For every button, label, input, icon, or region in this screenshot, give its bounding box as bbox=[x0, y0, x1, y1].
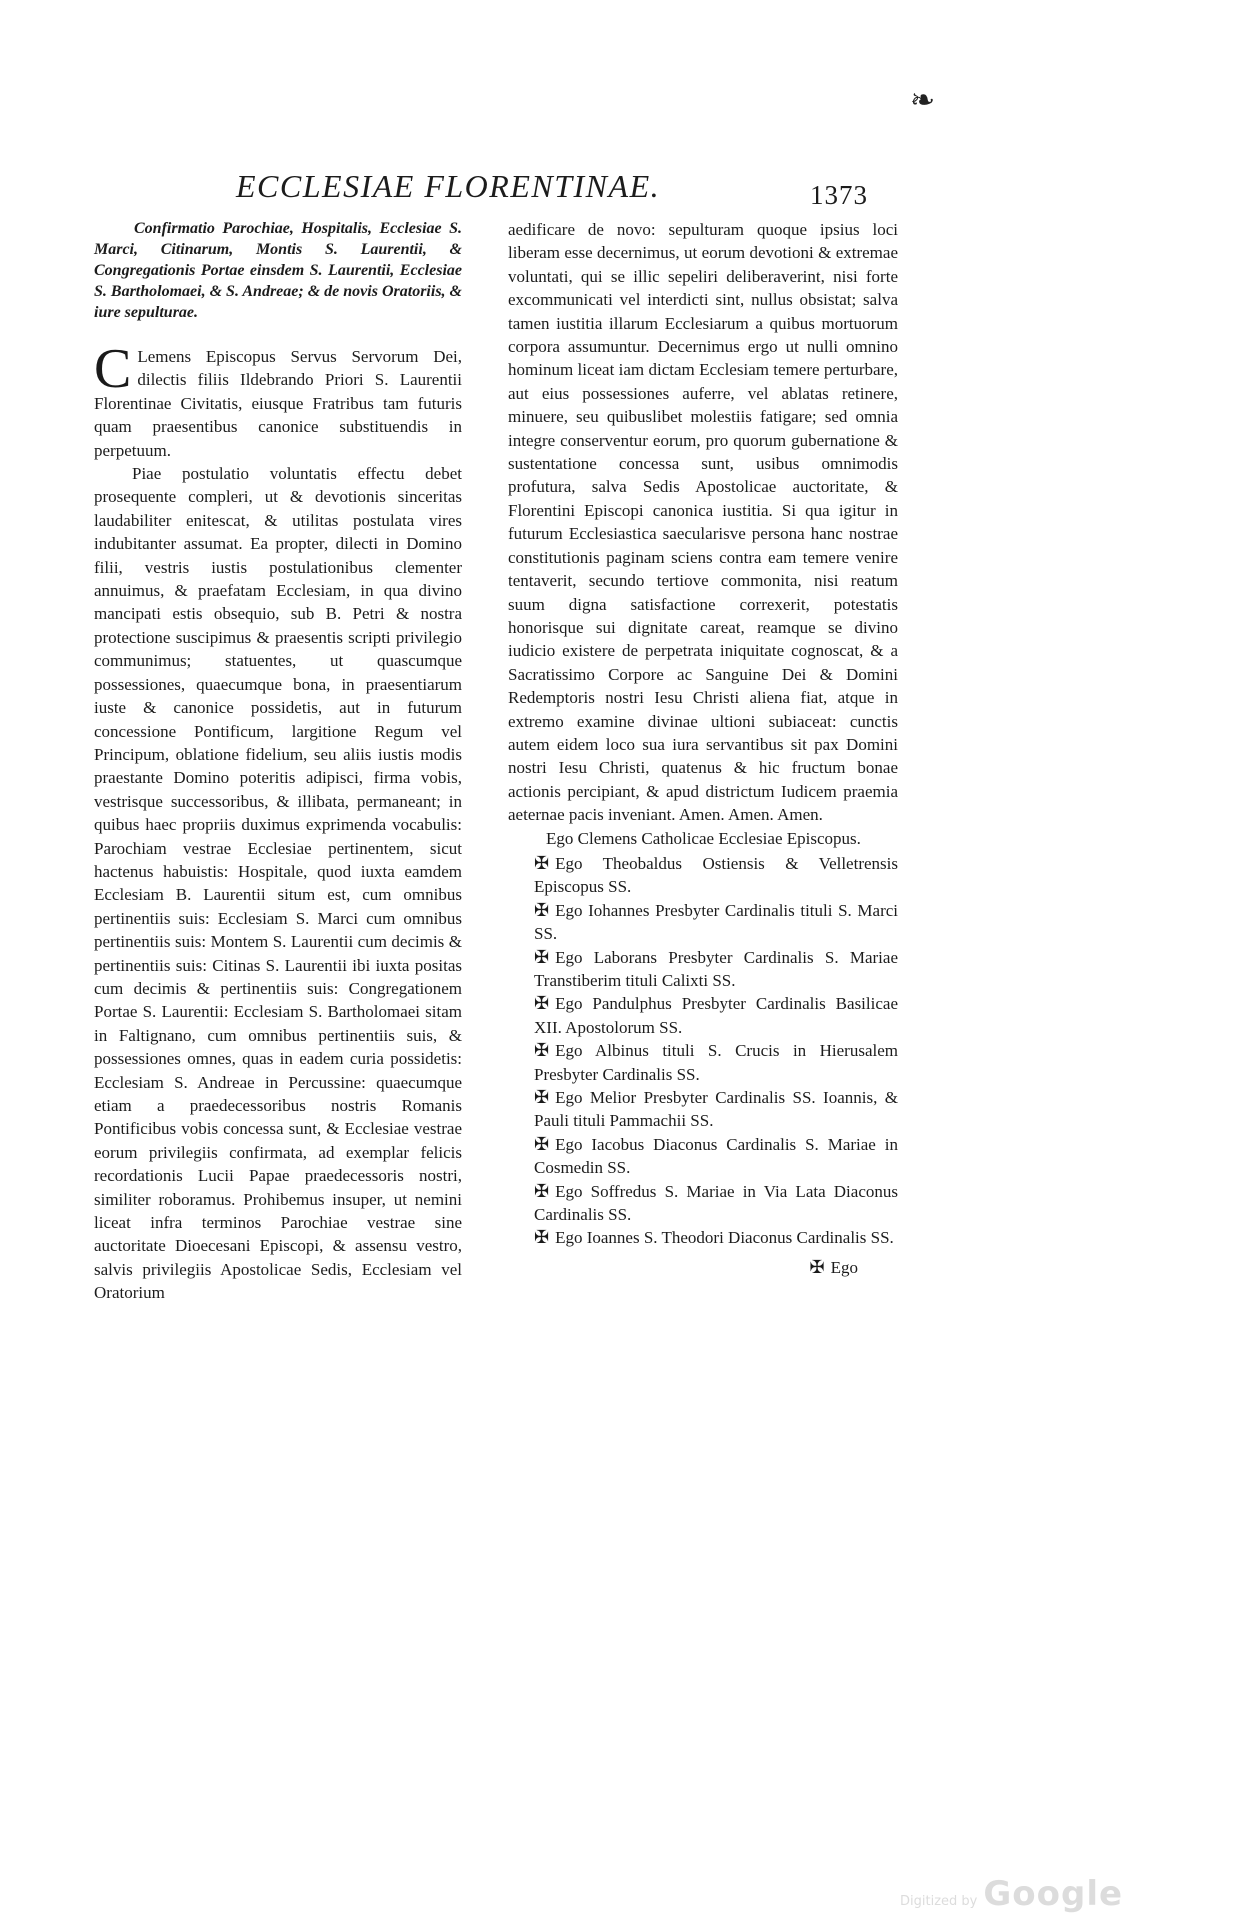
cross-icon: ✠ bbox=[809, 1256, 825, 1277]
left-body-text: Piae postulatio voluntatis effectu debet prosequente compleri, ut & devotionis sinceritas laudabiliter enitescat, & utilitas postulata vires indubitanter assumat. Ea propter, dilecti in Domino filii, vestris iustis postulationibus clementer annuimus, & praefatam Ecclesiam, in qua divino mancipati estis obsequio, sub B. Petri & nostra protectione suscipimus & praesentis scripti privilegio communimus; statuentes, ut quascumque possessiones, quaecumque bona, in praesentiarum iuste & canonice possidetis, aut in futurum concessione Pontificum, largitione Regum vel Principum, oblatione fidelium, seu aliis iustis modis praestante Domino poteritis adipisci, firma vobis, vestrisque successoribus, & illibata, permaneant; in quibus haec propriis duximus exprimenda vocabulis: Parochiam vestrae Ecclesiae pertinentem, sicut hactenus habuistis: Hospitale, quod iuxta eamdem Ecclesiam B. Laurentii situm est, cum omnibus pertinentiis suis: Ecclesiam S. Marci cum omnibus pertinentiis suis: Montem S. Laurentii cum decimis & pertinentiis suis: Citinas S. Laurentii ibi iuxta positas cum decimis & pertinentiis suis: Congregationem Portae S. Laurentii: Ecclesiam S. Bartholomaei sitam in Faltignano, cum omnibus pertinentiis suis, & possessiones omnes, quas in eadem curia possidetis: Ecclesiam S. Andreae in Percussine: quaecumque etiam a praedecessoribus nostris Romanis Pontificibus vobis concessa sunt, & Ecclesiae vestrae eorum privilegiis confirmata, ad exemplar felicis recordationis Lucii Papae praedecessoris nostri, similiter roboramus. Prohibemus insuper, ut nemini liceat infra terminos Parochiae vestrae sine auctoritate Dioecesani Episcopi, & assensu vestro, salvis privilegiis Apostolicae Sedis, Ecclesiam vel Oratorium bbox=[94, 464, 462, 1303]
cross-icon: ✠ bbox=[534, 993, 550, 1014]
cross-icon: ✠ bbox=[534, 1087, 550, 1108]
digitized-watermark bbox=[900, 1874, 1123, 1914]
cross-icon: ✠ bbox=[534, 1180, 550, 1201]
subscription-line: ✠ Ego Laborans Presbyter Cardinalis S. Mariae Transtiberim tituli Calixti SS. bbox=[534, 946, 898, 990]
salutation-text: Lemens Episcopus Servus Servorum Dei, dilectis filiis Ildebrando Priori S. Laurentii Florentinae Civitatis, eiusque Fratribus tam futuris quam praesentibus canonice substituendis in perpetuum. bbox=[94, 347, 462, 460]
running-title: ECCLESIAE FLORENTINAE. bbox=[236, 168, 661, 204]
drop-capital: C bbox=[94, 338, 132, 400]
subscription-line: ✠ Ego Albinus tituli S. Crucis in Hierusalem Presbyter Cardinalis SS. bbox=[534, 1040, 898, 1084]
pope-signature: Ego Clemens Catholicae Ecclesiae Episcopus. bbox=[546, 828, 861, 848]
subscription-line: ✠ Ego Iohannes Presbyter Cardinalis tituli S. Marci SS. bbox=[534, 899, 898, 944]
cross-icon: ✠ bbox=[534, 1227, 550, 1248]
ornament-mark: ❧ bbox=[910, 84, 936, 117]
subscription-line: ✠ Ego Theobaldus Ostiensis & Velletrensis Episcopus SS. bbox=[534, 852, 898, 897]
left-column bbox=[94, 218, 462, 1305]
page-number: 1373 bbox=[810, 180, 868, 210]
watermark-prefix: Digitized by bbox=[900, 1894, 978, 1909]
subscription-line: ✠ Ego Soffredus S. Mariae in Via Lata Diaconus Cardinalis SS. bbox=[534, 1180, 898, 1225]
cross-icon: ✠ bbox=[534, 946, 550, 967]
subscription-line: ✠ Ego Ioannes S. Theodori Diaconus Cardinalis SS. bbox=[508, 1226, 898, 1249]
subscription-line: ✠ Ego Melior Presbyter Cardinalis SS. Ioannis, & Pauli tituli Pammachii SS. bbox=[534, 1087, 898, 1131]
cross-icon: ✠ bbox=[534, 1040, 550, 1061]
salutation bbox=[94, 338, 462, 462]
subscription-line: ✠ Ego Iacobus Diaconus Cardinalis S. Mariae in Cosmedin SS. bbox=[534, 1133, 898, 1178]
catchword: ✠ Ego bbox=[508, 1256, 898, 1279]
cross-icon: ✠ bbox=[534, 1133, 550, 1154]
document-rubric: Confirmatio Parochiae, Hospitalis, Ecclesiae S. Marci, Citinarum, Montis S. Laurentii, & Congregationis Portae einsdem S. Laurentii, Ecclesiae S. Bartholomaei, & S. Andreae; & de novis Oratoriis, & iure sepulturae. bbox=[94, 220, 462, 321]
google-logo: Google bbox=[983, 1874, 1124, 1914]
cross-icon: ✠ bbox=[534, 852, 550, 873]
right-column bbox=[508, 218, 898, 1279]
cross-icon: ✠ bbox=[534, 899, 550, 920]
cardinal-subscriptions bbox=[508, 852, 898, 1250]
subscription-line: ✠ Ego Pandulphus Presbyter Cardinalis Basilicae XII. Apostolorum SS. bbox=[534, 993, 898, 1037]
right-body-text: aedificare de novo: sepulturam quoque ipsius loci liberam esse decernimus, ut eorum devotioni & extremae voluntati, qui se illic sepeliri deliberaverint, nisi forte excommunicati vel interdicti sint, nullus obsistat; salva tamen iustitia illarum Ecclesiarum a quibus mortuorum corpora assumuntur. Decernimus ergo ut nulli omnino hominum liceat iam dictam Ecclesiam temere perturbare, aut eius possessiones auferre, vel ablatas retinere, minuere, seu quibuslibet molestiis fatigare; sed omnia integre conserventur eorum, pro quorum gubernatione & sustentatione concessa sunt, usibus omnimodis profutura, salva Sedis Apostolicae auctoritate, & Florentini Episcopi canonica iustitia. Si qua igitur in futurum Ecclesiastica saecularisve persona hanc nostrae constitutionis paginam sciens contra eam temere venire tentaverit, secundo tertiove commonita, nisi reatum suum digna satisfactione correxerit, potestatis honorisque sui dignitate careat, reamque se divino iudicio existere de perpetrata iniquitate cognoscat, & a Sacratissimo Corpore ac Sanguine Dei & Domini Redemptoris nostri Iesu Christi aliena fiat, atque in extremo examine divinae ultioni subiaceat: cunctis autem eidem loco sua iura servantibus sit pax Domini nostri Iesu Christi, quatenus & hic fructum bonae actionis percipiant, & apud districtum Iudicem praemia aeternae pacis inveniant. Amen. Amen. Amen. bbox=[508, 220, 898, 825]
